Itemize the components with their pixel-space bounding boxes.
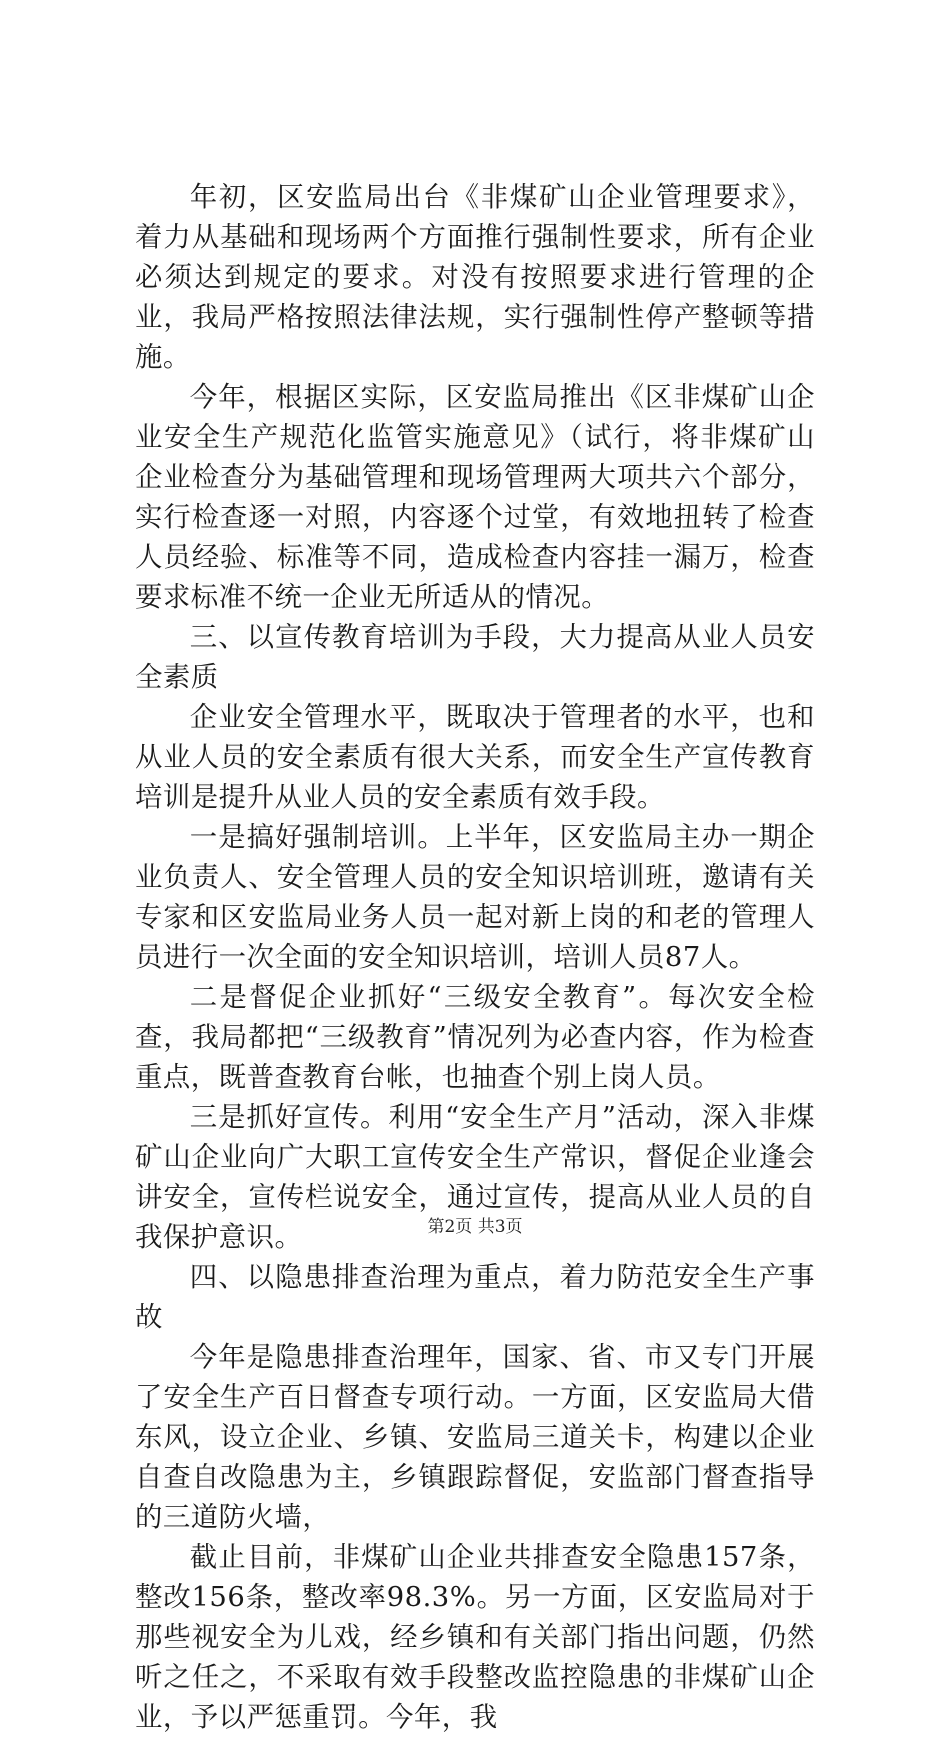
paragraph-2: 今年，根据区实际，区安监局推出《区非煤矿山企业安全生产规范化监管实施意见》（试行，将非煤矿山企业检查分为基础管理和现场管理两大项共六个部分，实行检查逐一对照，内容逐个过堂，有效地扭转了检查人员经验、标准等不同，造成检查内容挂一漏万，检查要求标准不统一企业无所适从的情况。 (135, 382, 815, 613)
paragraph-9: 今年是隐患排查治理年，国家、省、市又专门开展了安全生产百日督查专项行动。一方面，区安监局大借东风，设立企业、乡镇、安监局三道关卡，构建以企业自查自改隐患为主，乡镇跟踪督促，安监部门督查指导的三道防火墙， (135, 1342, 815, 1533)
paragraph-1: 年初，区安监局出台《非煤矿山企业管理要求》，着力从基础和现场两个方面推行强制性要求，所有企业必须达到规定的要求。对没有按照要求进行管理的企业，我局严格按照法律法规，实行强制性停产整顿等措施。 (135, 182, 815, 373)
paragraph-6: 二是督促企业抓好“三级安全教育”。每次安全检查，我局都把“三级教育”情况列为必查内容，作为检查重点，既普查教育台帐，也抽查个别上岗人员。 (135, 982, 815, 1093)
paragraph-7: 三是抓好宣传。利用“安全生产月”活动，深入非煤矿山企业向广大职工宣传安全生产常识，督促企业逢会讲安全，宣传栏说安全，通过宣传，提高从业人员的自我保护意识。 (135, 1102, 815, 1253)
document-body (135, 178, 815, 1738)
section-heading-4: 四、以隐患排查治理为重点，着力防范安全生产事故 (135, 1262, 815, 1333)
paragraph-5: 一是搞好强制培训。上半年，区安监局主办一期企业负责人、安全管理人员的安全知识培训班，邀请有关专家和区安监局业务人员一起对新上岗的和老的管理人员进行一次全面的安全知识培训，培训人员87人。 (135, 822, 815, 973)
paragraph-4: 企业安全管理水平，既取决于管理者的水平，也和从业人员的安全素质有很大关系，而安全生产宣传教育培训是提升从业人员的安全素质有效手段。 (135, 702, 815, 813)
page-footer: 第2页 共3页 (427, 1217, 523, 1237)
section-heading-3: 三、以宣传教育培训为手段，大力提高从业人员安全素质 (135, 622, 815, 693)
paragraph-10: 截止目前，非煤矿山企业共排查安全隐患157条，整改156条，整改率98.3%。另一方面，区安监局对于那些视安全为儿戏，经乡镇和有关部门指出问题，仍然听之任之，不采取有效手段整改监控隐患的非煤矿山企业，予以严惩重罚。今年，我 (135, 1542, 815, 1733)
